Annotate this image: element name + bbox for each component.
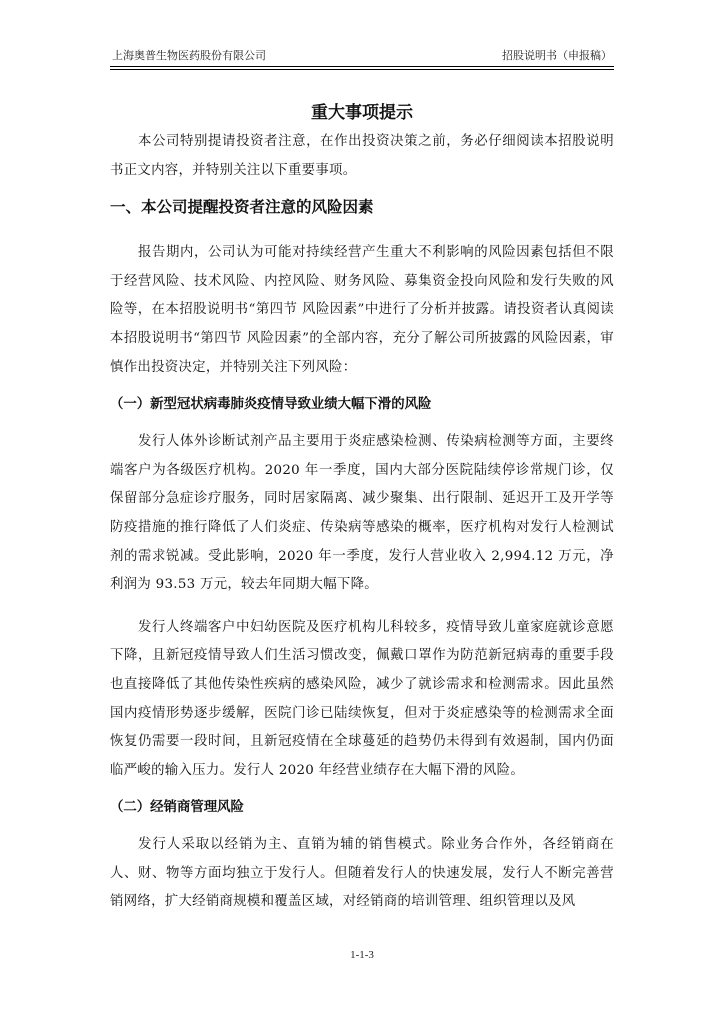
intro-paragraph: 本公司特别提请投资者注意，在作出投资决策之前，务必仔细阅读本招股说明书正文内容，并特别关注以下重要事项。 xyxy=(110,134,614,178)
page-title: 重大事项提示 xyxy=(311,103,413,123)
distributor-risk-paragraph: 发行人采取以经销为主、直销为辅的销售模式。除业务合作外，各经销商在人、财、物等方面均独立于发行人。但随着发行人的快速发展，发行人不断完善营销网络，扩大经销商规模和覆盖区域，对经销商的培训管理、组织管理以及风 xyxy=(110,837,614,910)
header-doc-type: 招股说明书（申报稿） xyxy=(502,49,612,62)
subsection-heading-covid-risk: （一）新型冠状病毒肺炎疫情导致业绩大幅下滑的风险 xyxy=(110,397,432,413)
page-content xyxy=(110,98,614,917)
subsection-heading-distributor-risk: （二）经销商管理风险 xyxy=(110,800,244,816)
page-number: 1-1-3 xyxy=(350,949,374,961)
section-heading-risk-factors: 一、本公司提醒投资者注意的风险因素 xyxy=(110,198,374,217)
risk-factors-paragraph: 报告期内，公司认为可能对持续经营产生重大不利影响的风险因素包括但不限于经营风险、技术风险、内控风险、财务风险、募集资金投向风险和发行失败的风险等，在本招股说明书“第四节 风险因素”中进行了分析并披露。请投资者认真阅读本招股说明书“第四节 风险因素”的全部内容，充分了解公司所披露的风险因素，审慎作出投资决定，并特别关注下列风险： xyxy=(110,245,614,375)
spacer xyxy=(110,600,614,614)
header-rule xyxy=(110,66,614,67)
covid-risk-paragraph-2: 发行人终端客户中妇幼医院及医疗机构儿科较多，疫情导致儿童家庭就诊意愿下降，且新冠疫情导致人们生活习惯改变，佩戴口罩作为防范新冠病毒的重要手段也直接降低了其他传染性疾病的感染风险，减少了就诊需求和检测需求。因此虽然国内疫情形势逐步缓解，医院门诊已陆续恢复，但对于炎症感染等的检测需求全面恢复仍需要一段时间，且新冠疫情在全球蔓延的趋势仍未得到有效遏制，国内仍面临严峻的输入压力。发行人 2020 年经营业绩存在大幅下滑的风险。 xyxy=(110,619,614,778)
covid-risk-paragraph-1: 发行人体外诊断试剂产品主要用于炎症感染检测、传染病检测等方面，主要终端客户为各级医疗机构。2020 年一季度，国内大部分医院陆续停诊常规门诊，仅保留部分急症诊疗服务，同时居家隔离、减少聚集、出行限制、延迟开工及开学等防疫措施的推行降低了人们炎症、传染病等感染的概率，医疗机构对发行人检测试剂的需求锐减。受此影响，2020 年一季度，发行人营业收入 2,994.12 万元，净利润为 93.53 万元，较去年同期大幅下降。 xyxy=(110,434,614,593)
header-rule-secondary xyxy=(110,69,614,70)
header-company: 上海奥普生物医药股份有限公司 xyxy=(112,49,266,62)
spacer xyxy=(110,229,614,239)
